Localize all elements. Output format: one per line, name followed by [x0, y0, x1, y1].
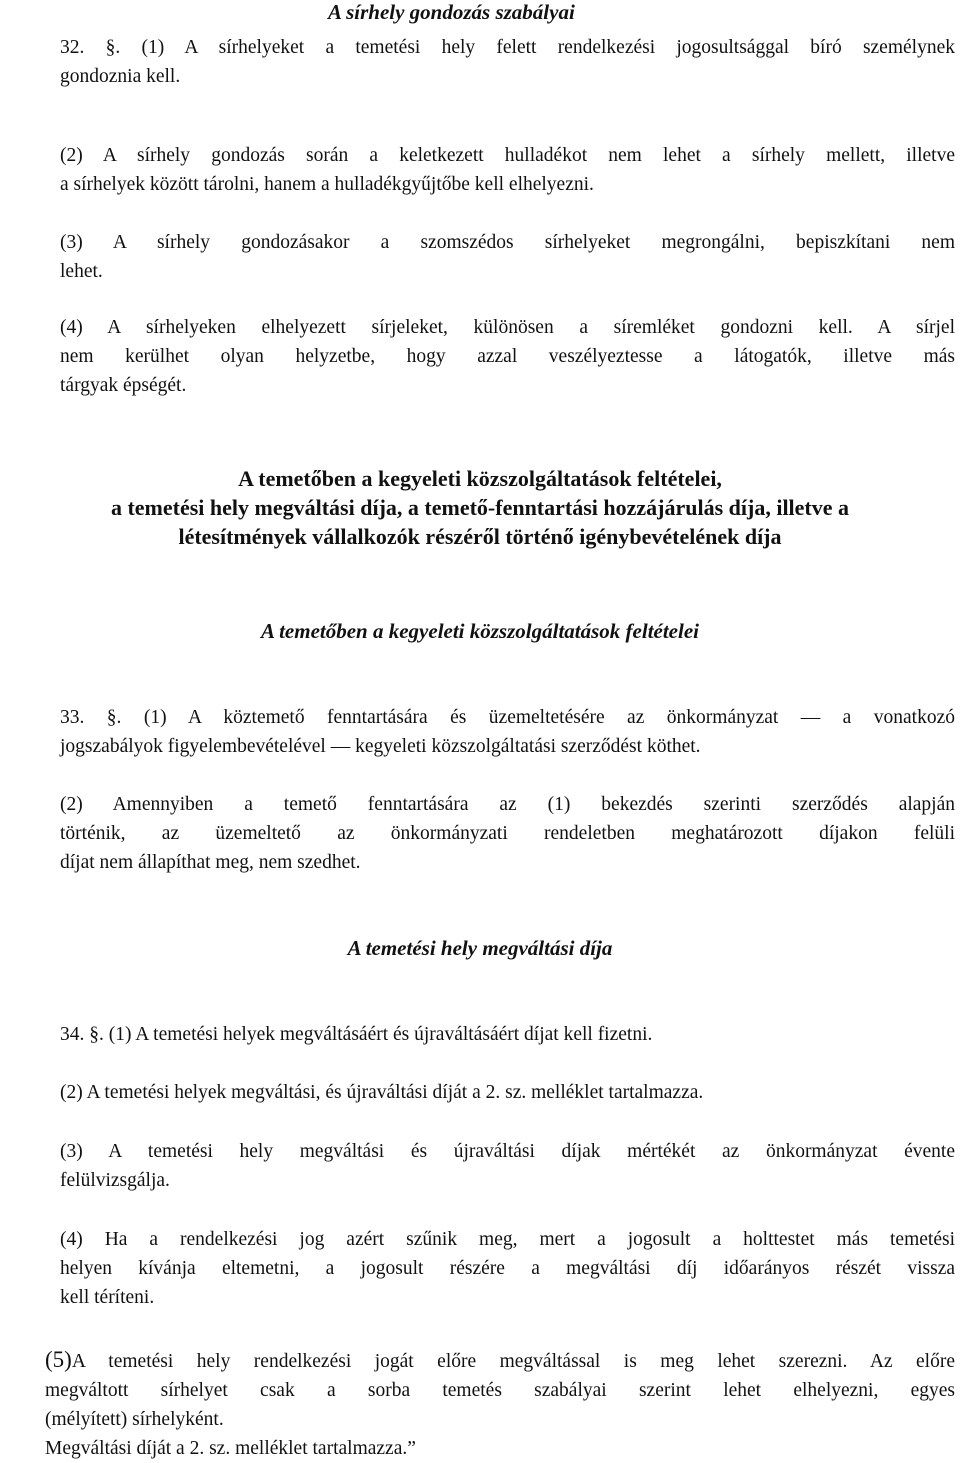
text-line: (3) A temetési hely megváltási és újraváltási díjak mértékét az önkormányzat évente [60, 1141, 955, 1162]
main-heading-line: A temetőben a kegyeleti közszolgáltatások feltételei, [238, 466, 722, 491]
text-line: tárgyak épségét. [60, 375, 187, 396]
section-title-grave-care: A sírhely gondozás szabályai [328, 0, 575, 24]
paragraph-32-2 [60, 141, 955, 199]
text-line: Megváltási díját a 2. sz. melléklet tartalmazza.” [45, 1438, 416, 1459]
paragraph-32-4 [60, 313, 955, 400]
text-line: (4) Ha a rendelkezési jog azért szűnik meg, mert a jogosult a holttestet más temetési [60, 1229, 955, 1250]
paragraph-34-4 [60, 1225, 955, 1312]
text-line: megváltott sírhelyet csak a sorba temetés szabályai szerint lehet elhelyezni, egyes [45, 1380, 955, 1401]
text-line: (2) Amennyiben a temető fenntartására az (1) bekezdés szerinti szerződés alapján [60, 794, 955, 815]
text-line: jogszabályok figyelembevételével — kegyeleti közszolgáltatási szerződést köthet. [60, 736, 701, 757]
text-line: 33. §. (1) A köztemető fenntartására és üzemeltetésére az önkormányzat — a vonatkozó [60, 707, 955, 728]
paragraph-34-5 [45, 1345, 955, 1463]
text-line [45, 1345, 955, 1376]
paragraph-32-1 [60, 33, 955, 91]
main-heading [0, 464, 960, 551]
text-line: 32. §. (1) A sírhelyeket a temetési hely felett rendelkezési jogosultsággal bíró személynek [60, 37, 955, 58]
text-line: (2) A sírhely gondozás során a keletkezett hulladékot nem lehet a sírhely mellett, illetve [60, 145, 955, 166]
paragraph-32-3 [60, 228, 955, 286]
text-line: a sírhelyek között tárolni, hanem a hulladékgyűjtőbe kell elhelyezni. [60, 174, 594, 195]
subheading-conditions: A temetőben a kegyeleti közszolgáltatások feltételei [260, 619, 699, 643]
text-line: felülvizsgálja. [60, 1170, 170, 1191]
text-line: (3) A sírhely gondozásakor a szomszédos sírhelyeket megrongálni, bepiszkítani nem [60, 232, 955, 253]
text-line: lehet. [60, 261, 103, 282]
text-line-content: A temetési hely rendelkezési jogát előre megváltással is meg lehet szerezni. Az előre [71, 1351, 955, 1372]
paragraph-number: (5) [45, 1347, 72, 1372]
text-line: kell téríteni. [60, 1287, 155, 1308]
text-line: nem kerülhet olyan helyzetbe, hogy azzal veszélyeztesse a látogatók, illetve más [60, 346, 955, 367]
paragraph-34-1: 34. §. (1) A temetési helyek megváltásáért és újraváltásáért díjat kell fizetni. [60, 1024, 653, 1045]
paragraph-34-3 [60, 1137, 955, 1195]
text-line: (4) A sírhelyeken elhelyezett sírjeleket, különösen a síremléket gondozni kell. A sírjel [60, 317, 955, 338]
paragraph-33-1 [60, 703, 955, 761]
text-line: díjat nem állapíthat meg, nem szedhet. [60, 852, 361, 873]
text-line: gondoznia kell. [60, 66, 181, 87]
main-heading-line: létesítmények vállalkozók részéről történő igénybevételének díja [178, 524, 782, 549]
text-line: történik, az üzemeltető az önkormányzati rendeletben meghatározott díjakon felüli [60, 823, 955, 844]
main-heading-line: a temetési hely megváltási díja, a temető-fenntartási hozzájárulás díja, illetve a [110, 495, 850, 520]
text-line: helyen kívánja eltemetni, a jogosult részére a megváltási díj időarányos részét vissza [60, 1258, 955, 1279]
text-line: (mélyített) sírhelyként. [45, 1409, 224, 1430]
subheading-redemption-fee: A temetési hely megváltási díja [347, 936, 613, 960]
paragraph-33-2 [60, 790, 955, 877]
paragraph-34-2: (2) A temetési helyek megváltási, és újraváltási díját a 2. sz. melléklet tartalmazza. [60, 1082, 704, 1103]
